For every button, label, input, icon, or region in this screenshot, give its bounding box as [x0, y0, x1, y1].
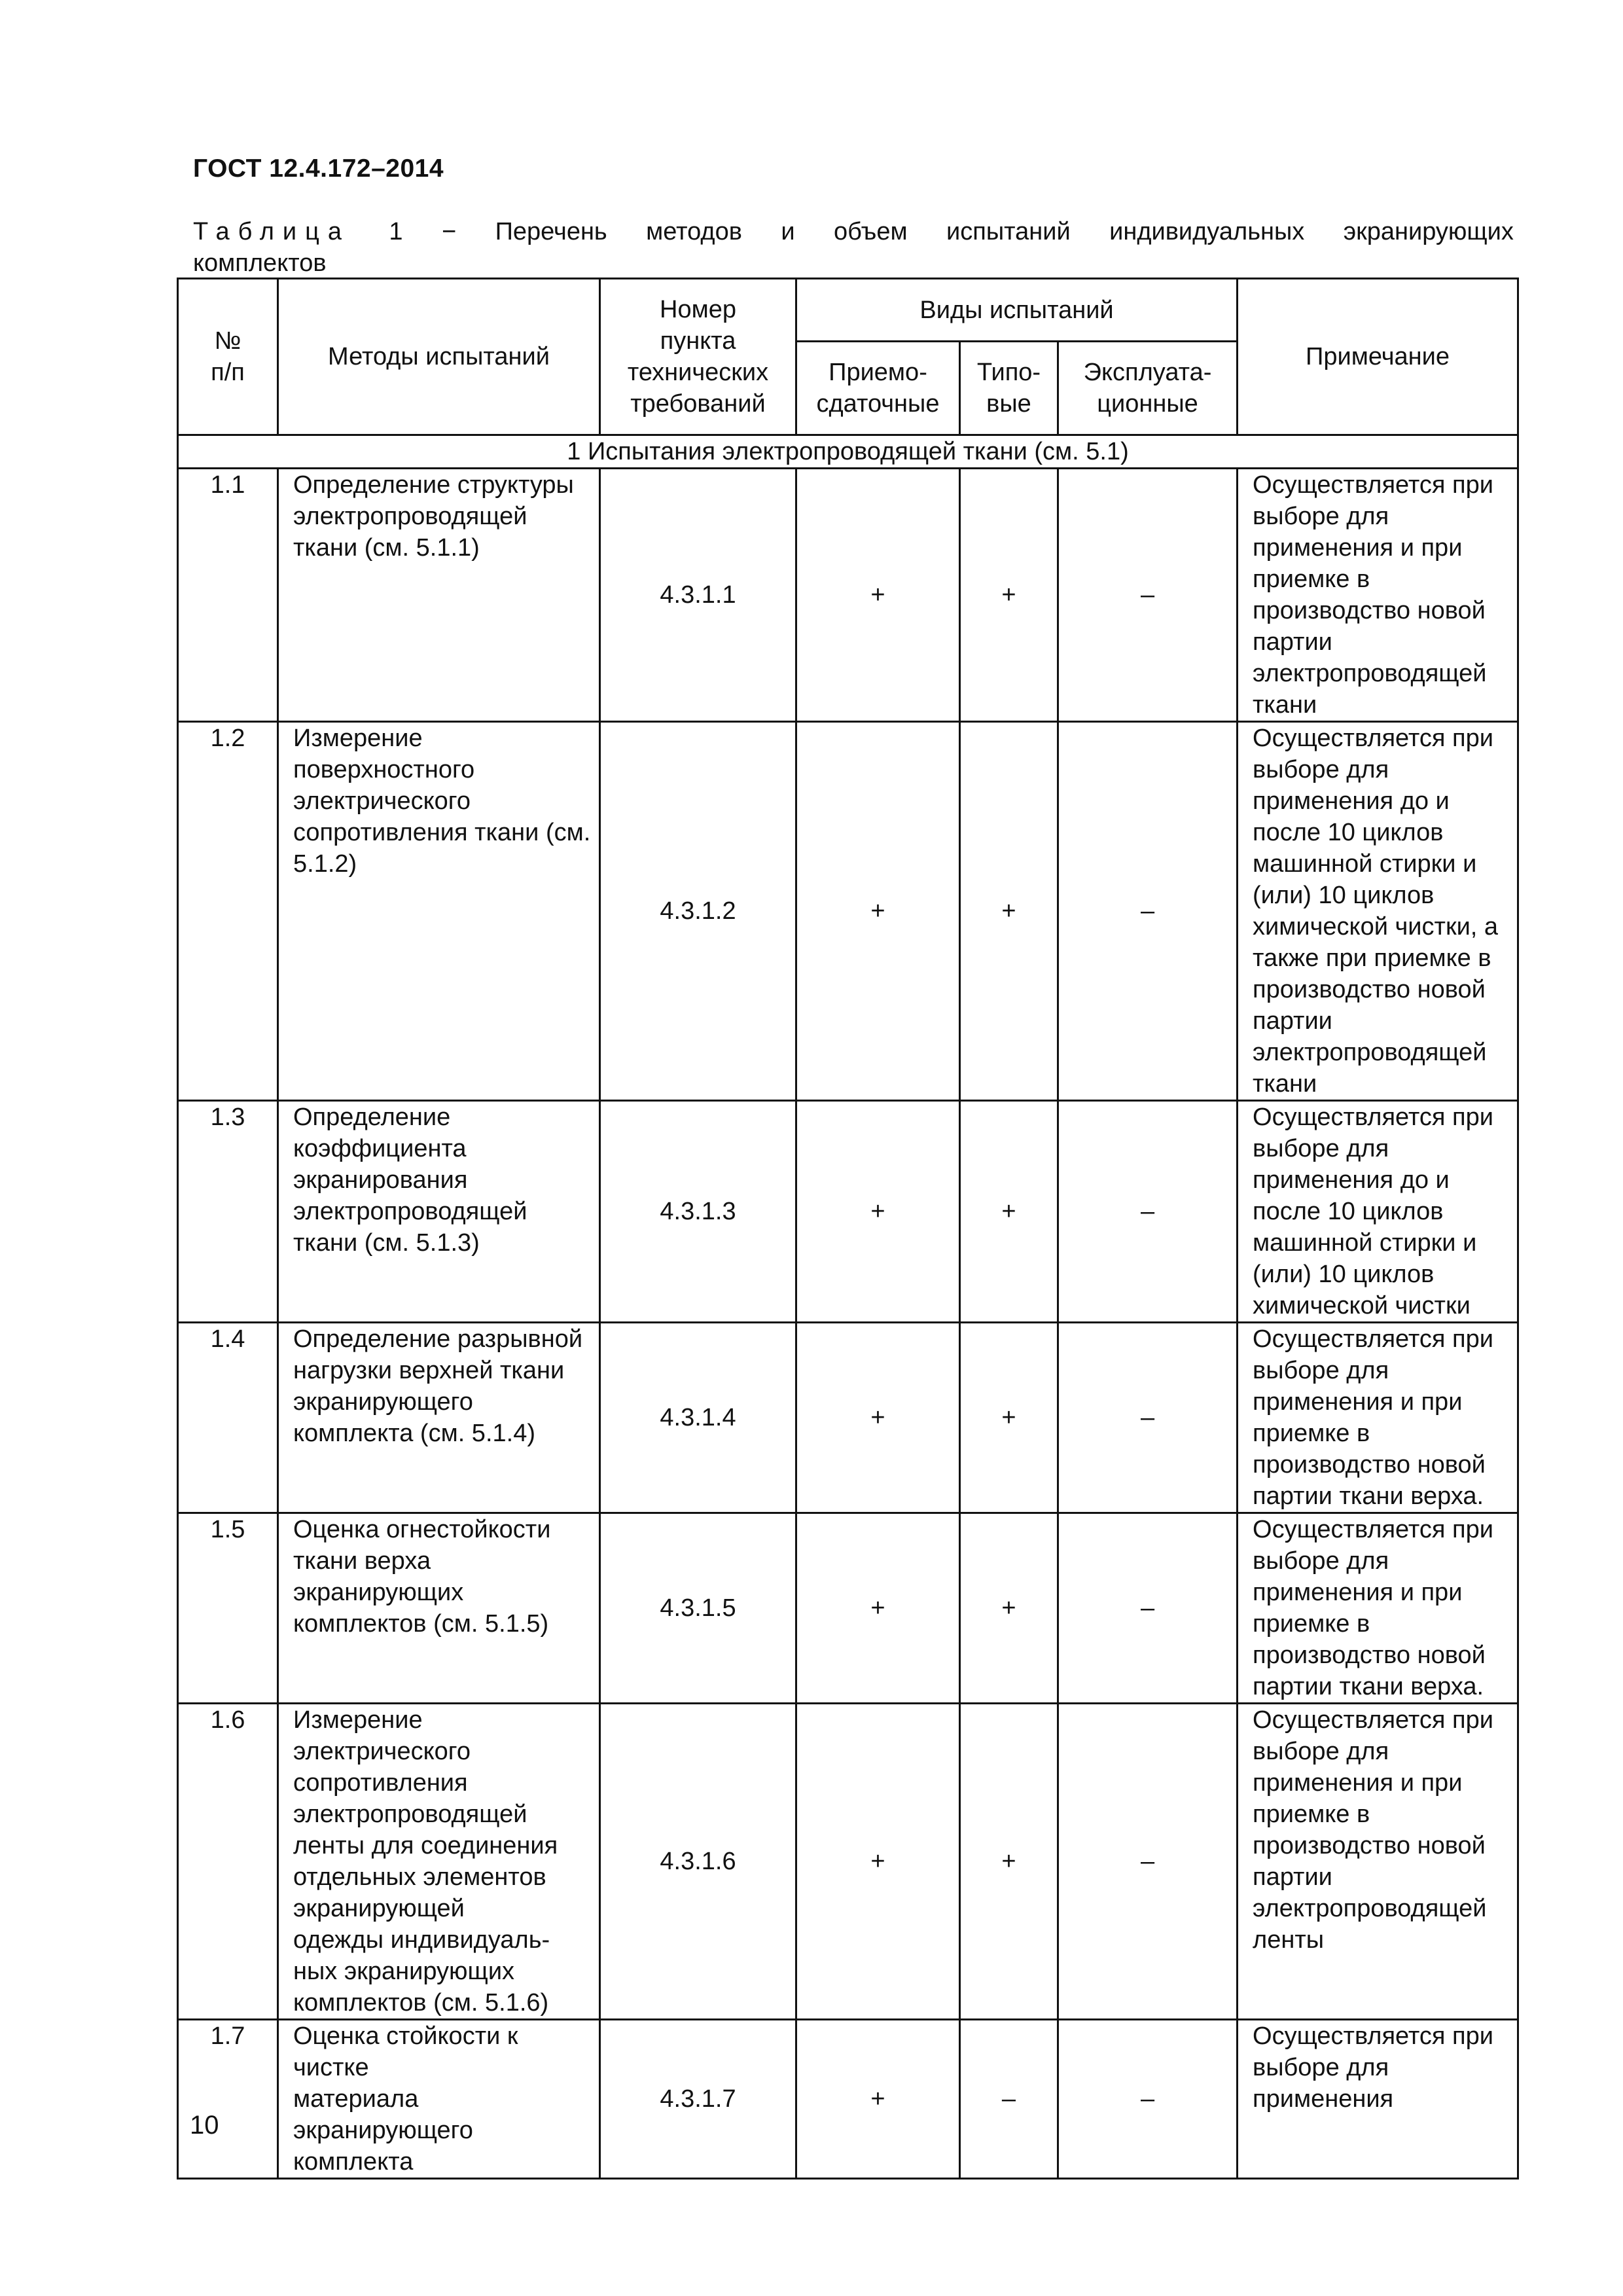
row-acceptance-mark: + [796, 2020, 960, 2179]
row-clause: 4.3.1.1 [600, 469, 796, 722]
row-method: Оценка огнестойкости ткани верха экранирующих комплектов (см. 5.1.5) [278, 1513, 600, 1704]
section-row [178, 435, 1518, 469]
row-clause: 4.3.1.3 [600, 1101, 796, 1323]
caption-dash: − [441, 218, 457, 245]
table-row [178, 1513, 1518, 1704]
row-acceptance-mark: + [796, 1513, 960, 1704]
row-acceptance-mark: + [796, 1704, 960, 2020]
header-type-tests: Типо- вые [960, 342, 1058, 435]
header-num: № п/п [178, 279, 278, 435]
row-type-test-mark: + [960, 1323, 1058, 1513]
section-title: 1 Испытания электропроводящей ткани (см. 5.1) [178, 435, 1518, 469]
row-type-test-mark: + [960, 1101, 1058, 1323]
row-number: 1.1 [178, 469, 278, 722]
row-clause: 4.3.1.5 [600, 1513, 796, 1704]
caption-word: и [781, 218, 795, 245]
row-method: Оценка стойкости к чистке материала экранирующего комплекта [278, 2020, 600, 2179]
caption-word: Перечень [495, 218, 607, 245]
row-note: Осуществляется при выборе для применения до и после 10 циклов машинной стирки и (или) 10 циклов химической чистки, а также при приемке в производство новой партии электропроводящей ткани [1238, 722, 1518, 1101]
header-clause: Номер пункта технических требований [600, 279, 796, 435]
table-row [178, 722, 1518, 1101]
row-acceptance-mark: + [796, 722, 960, 1101]
row-number: 1.2 [178, 722, 278, 1101]
row-operational-mark: – [1058, 469, 1238, 722]
row-method: Определение структуры электропроводящей ткани (см. 5.1.1) [278, 469, 600, 722]
row-number: 1.4 [178, 1323, 278, 1513]
row-method: Измерение поверхностного электрического сопротивления ткани (см. 5.1.2) [278, 722, 600, 1101]
caption-number: 1 [389, 218, 403, 245]
table-row [178, 1101, 1518, 1323]
row-clause: 4.3.1.4 [600, 1323, 796, 1513]
row-type-test-mark: + [960, 1704, 1058, 2020]
row-note: Осуществляется при выборе для применения и при приемке в производство новой партии ткани верха. [1238, 1513, 1518, 1704]
row-type-test-mark: + [960, 722, 1058, 1101]
row-number: 1.3 [178, 1101, 278, 1323]
caption-word: объем [833, 218, 908, 245]
table-row [178, 469, 1518, 722]
row-operational-mark: – [1058, 1323, 1238, 1513]
document-code: ГОСТ 12.4.172–2014 [193, 154, 444, 183]
row-number: 1.6 [178, 1704, 278, 2020]
header-method: Методы испытаний [278, 279, 600, 435]
table-caption [193, 216, 1514, 279]
header-operational: Эксплуата- ционные [1058, 342, 1238, 435]
row-operational-mark: – [1058, 1101, 1238, 1323]
row-acceptance-mark: + [796, 1323, 960, 1513]
row-operational-mark: – [1058, 1704, 1238, 2020]
row-note: Осуществляется при выборе для применения и при приемке в производство новой партии ткани верха. [1238, 1323, 1518, 1513]
row-operational-mark: – [1058, 2020, 1238, 2179]
table-row [178, 2020, 1518, 2179]
row-operational-mark: – [1058, 1513, 1238, 1704]
table-row [178, 1704, 1518, 2020]
row-acceptance-mark: + [796, 1101, 960, 1323]
header-note: Примечание [1238, 279, 1518, 435]
caption-word: методов [646, 218, 742, 245]
caption-line-2: комплектов [193, 249, 327, 277]
page-number: 10 [190, 2111, 219, 2140]
row-method: Измерение электрического сопротивления электропроводящей ленты для соединения отдельных элементов экранирующей одежды индивидуаль- ных экранирующих комплектов (см. 5.1.6) [278, 1704, 600, 2020]
row-clause: 4.3.1.6 [600, 1704, 796, 2020]
table-row [178, 1323, 1518, 1513]
caption-label: Таблица [193, 218, 350, 245]
row-note: Осуществляется при выборе для применения и при приемке в производство новой партии электропроводящей ленты [1238, 1704, 1518, 2020]
caption-word: экранирующих [1343, 218, 1514, 245]
row-clause: 4.3.1.2 [600, 722, 796, 1101]
row-type-test-mark: + [960, 1513, 1058, 1704]
row-type-test-mark: – [960, 2020, 1058, 2179]
tests-table [177, 278, 1519, 2179]
row-number: 1.5 [178, 1513, 278, 1704]
caption-word: индивидуальных [1109, 218, 1305, 245]
row-note: Осуществляется при выборе для применения [1238, 2020, 1518, 2179]
caption-word: испытаний [946, 218, 1071, 245]
row-note: Осуществляется при выборе для применения до и после 10 циклов машинной стирки и (или) 10 циклов химической чистки [1238, 1101, 1518, 1323]
header-row-1 [178, 279, 1518, 342]
caption-line-1 [193, 216, 1514, 247]
row-operational-mark: – [1058, 722, 1238, 1101]
row-acceptance-mark: + [796, 469, 960, 722]
row-note: Осуществляется при выборе для применения и при приемке в производство новой партии электропроводящей ткани [1238, 469, 1518, 722]
row-method: Определение разрывной нагрузки верхней ткани экранирующего комплекта (см. 5.1.4) [278, 1323, 600, 1513]
header-acceptance: Приемо- сдаточные [796, 342, 960, 435]
header-test-types: Виды испытаний [796, 279, 1238, 342]
row-method: Определение коэффициента экранирования электропроводящей ткани (см. 5.1.3) [278, 1101, 600, 1323]
row-number: 1.7 [178, 2020, 278, 2179]
row-clause: 4.3.1.7 [600, 2020, 796, 2179]
row-type-test-mark: + [960, 469, 1058, 722]
